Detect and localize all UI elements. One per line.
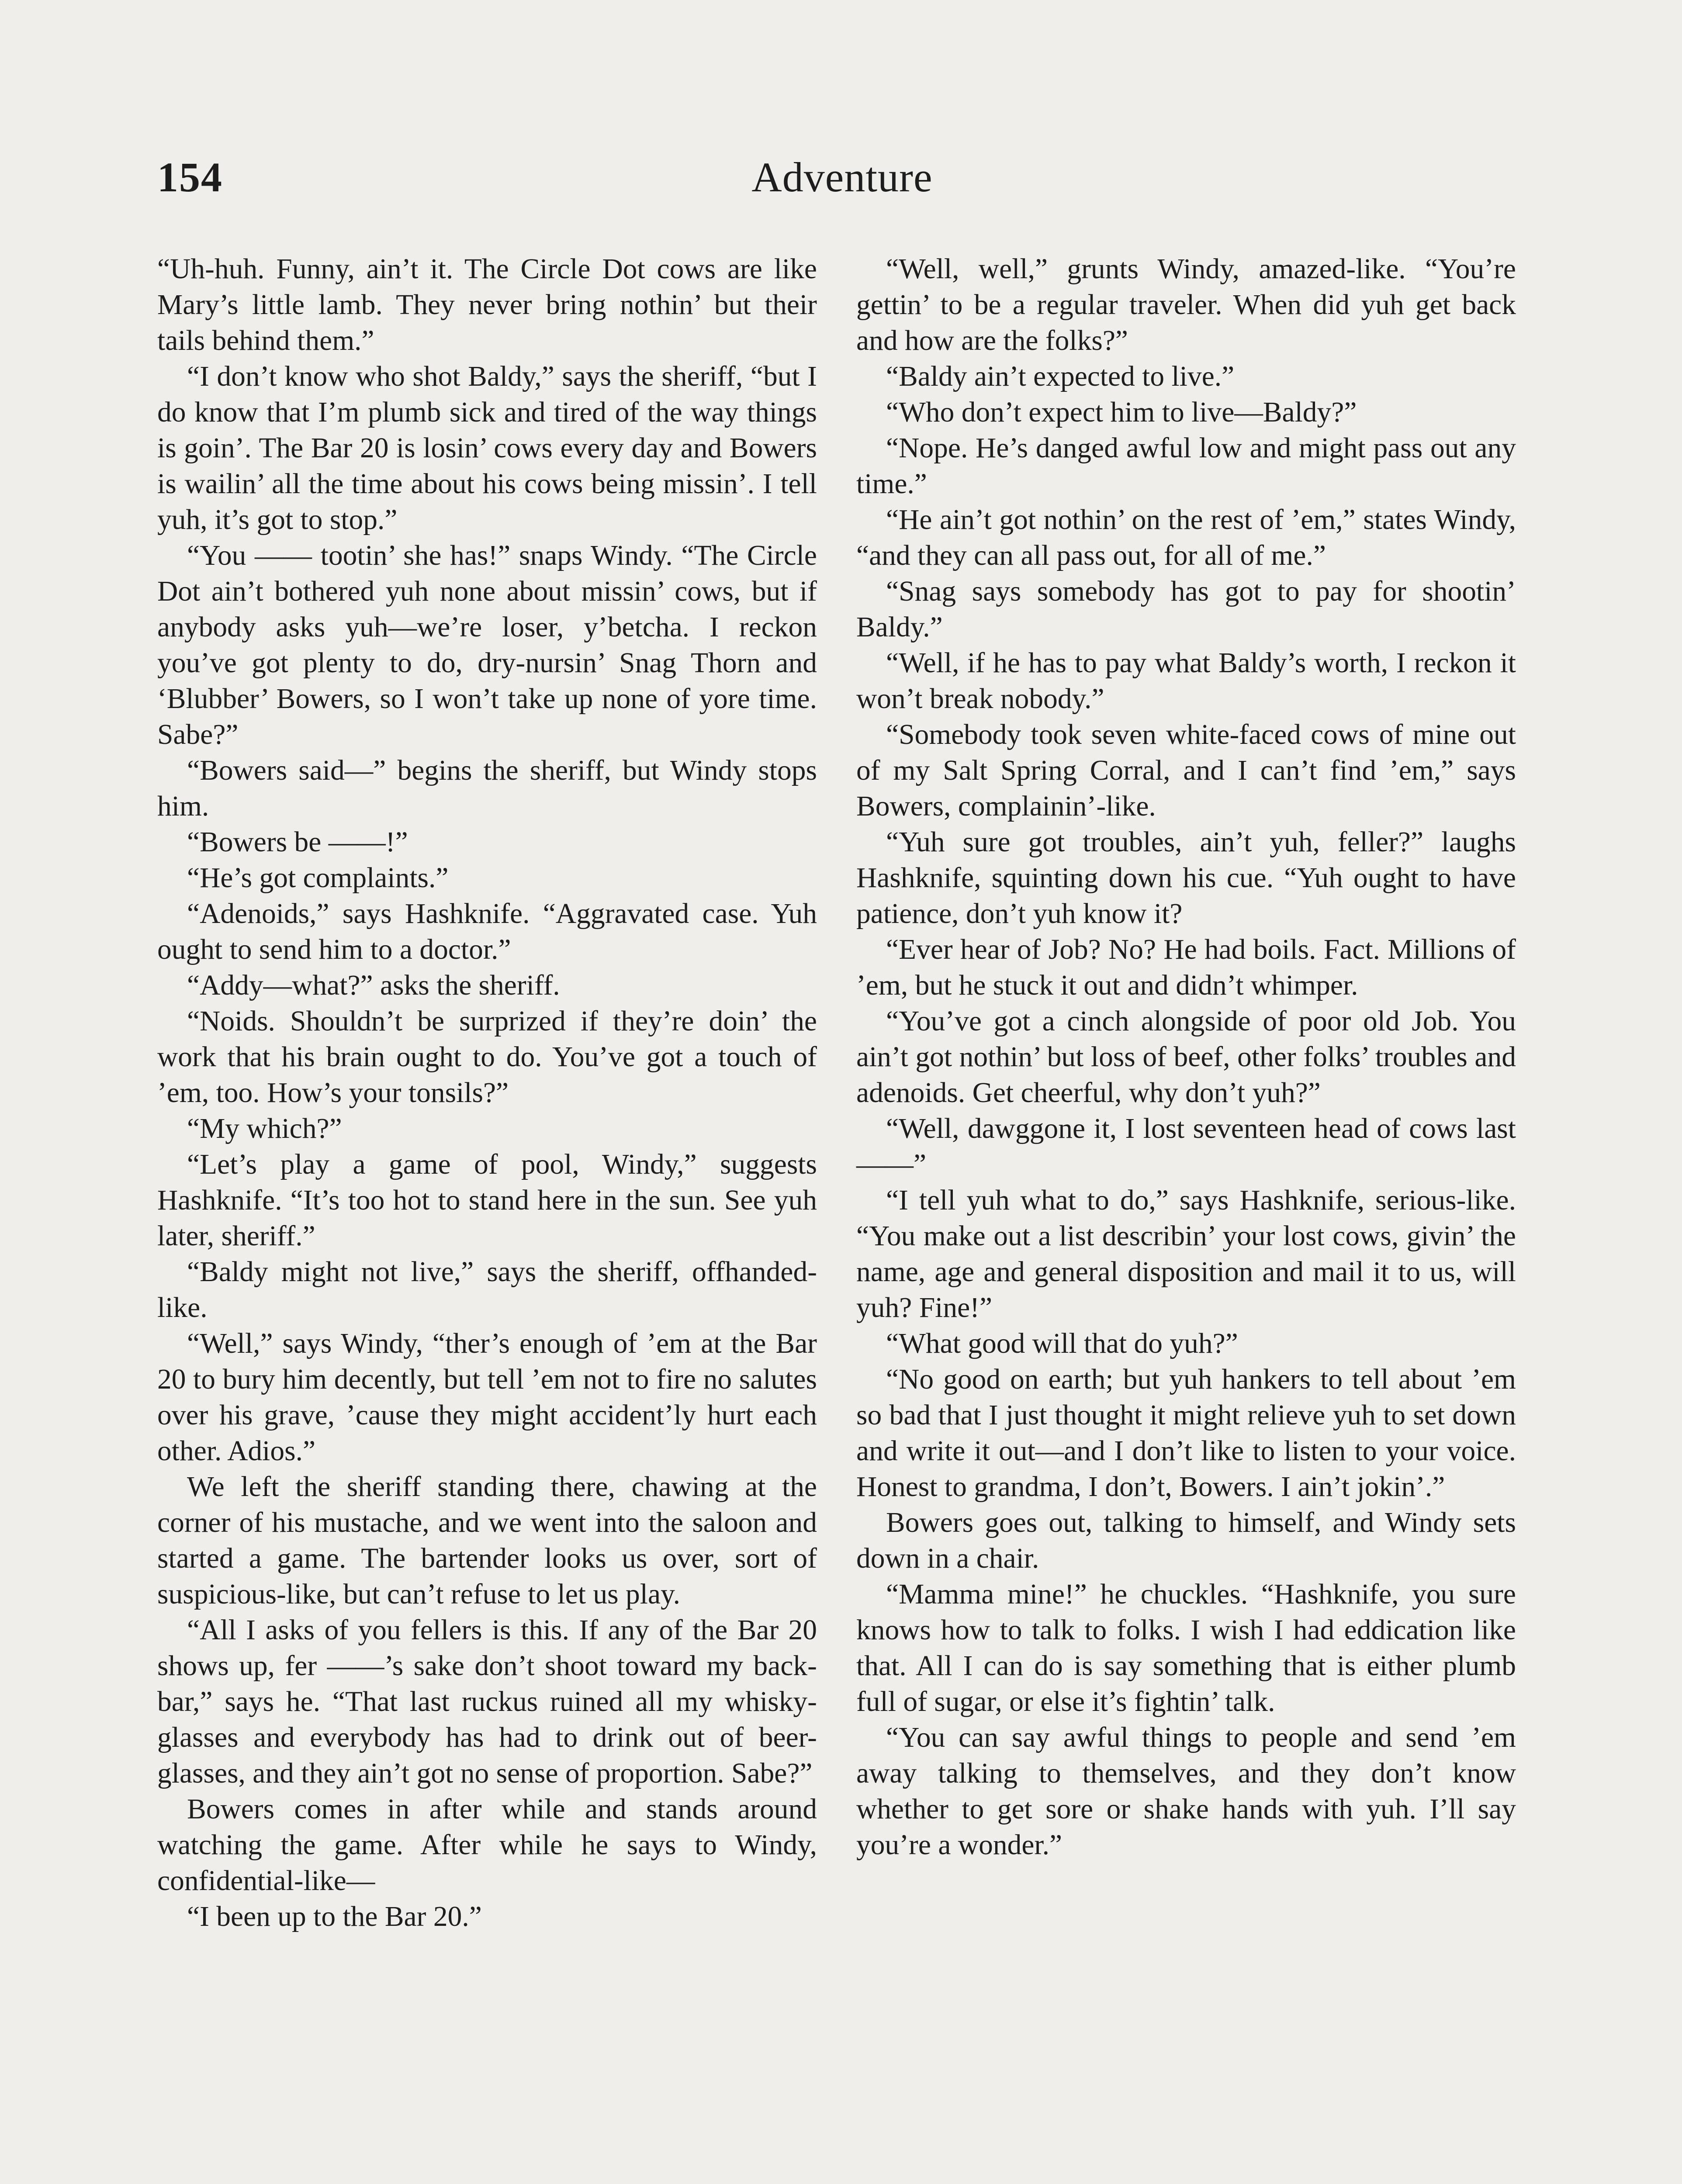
paragraph: “You’ve got a cinch alongside of poor old Job. You ain’t got nothin’ but loss of beef, other folks’ troubles and adenoids. Get cheerful, why don’t yuh?” <box>856 1006 1516 1109</box>
paragraph: “I tell yuh what to do,” says Hashknife, serious-like. “You make out a list describin’ your lost cows, givin’ the name, age and general disposition and mail it to us, will yuh? Fine!” <box>856 1185 1516 1324</box>
paragraph: “Bowers said—” begins the sheriff, but Windy stops him. <box>157 755 817 822</box>
paragraph: “Bowers be ——!” <box>187 826 408 858</box>
running-head <box>157 149 1527 214</box>
paragraph: “You can say awful things to people and send ’em away talking to themselves, and they don’t know whether to get sore or shake hands with yuh. I’ll say you’re a wonder.” <box>856 1722 1516 1861</box>
paragraph: “My which?” <box>187 1113 342 1144</box>
paragraph: “Yuh sure got troubles, ain’t yuh, feller?” laughs Hashknife, squinting down his cue. “Yuh ought to have patience, don’t yuh know it? <box>856 826 1516 930</box>
paragraph: “Baldy might not live,” says the sheriff, offhanded-like. <box>157 1256 817 1324</box>
paragraph: “Snag says somebody has got to pay for shootin’ Baldy.” <box>856 576 1516 643</box>
page-number: 154 <box>157 154 223 200</box>
paragraph: “Baldy ain’t expected to live.” <box>886 361 1235 392</box>
paragraph: “All I asks of you fellers is this. If any of the Bar 20 shows up, fer ——’s sake don’t shoot toward my back-bar,” says he. “That last ruckus ruined all my whisky-glasses and everybody has had to drink out of beer-glasses, and they ain’t got no sense of proportion. Sabe?” <box>157 1614 817 1789</box>
paragraph: “Let’s play a game of pool, Windy,” suggests Hashknife. “It’s too hot to stand here in the sun. See yuh later, sheriff.” <box>157 1149 817 1252</box>
paragraph: “No good on earth; but yuh hankers to tell about ’em so bad that I just thought it might relieve yuh to set down and write it out—and I don’t like to listen to your voice. Honest to grandma, I don’t, Bowers. I ain’t jokin’.” <box>856 1364 1516 1503</box>
paragraph: “Mamma mine!” he chuckles. “Hashknife, you sure knows how to talk to folks. I wish I had eddication like that. All I can do is say something that is either plumb full of sugar, or else it’s fightin’ talk. <box>856 1579 1516 1717</box>
paragraph: “Uh-huh. Funny, ain’t it. The Circle Dot cows are like Mary’s little lamb. They never bring nothin’ but their tails behind them.” <box>157 253 817 356</box>
paragraph: “I been up to the Bar 20.” <box>187 1901 482 1932</box>
paragraph: “Somebody took seven white-faced cows of mine out of my Salt Spring Corral, and I can’t find ’em,” says Bowers, complainin’-like. <box>856 719 1516 822</box>
paragraph: Bowers comes in after while and stands around watching the game. After while he says to Windy, confidential-like— <box>157 1794 817 1897</box>
right-column <box>856 251 1516 1863</box>
paragraph: “He’s got complaints.” <box>187 862 449 894</box>
paragraph: “You —— tootin’ she has!” snaps Windy. “The Circle Dot ain’t bothered yuh none about missin’ cows, but if anybody asks yuh—we’re loser, y’betcha. I reckon you’ve got plenty to do, dry-nursin’ Snag Thorn and ‘Blubber’ Bowers, so I won’t take up none of yore time. Sabe?” <box>157 540 817 750</box>
paragraph: “What good will that do yuh?” <box>886 1328 1238 1359</box>
paragraph: “Adenoids,” says Hashknife. “Aggravated case. Yuh ought to send him to a doctor.” <box>157 898 817 965</box>
paragraph: “Well, well,” grunts Windy, amazed-like. “You’re gettin’ to be a regular traveler. When did yuh get back and how are the folks?” <box>856 253 1516 356</box>
paragraph: “Well, if he has to pay what Baldy’s worth, I reckon it won’t break nobody.” <box>856 647 1516 715</box>
paragraph: “Noids. Shouldn’t be surprized if they’re doin’ the work that his brain ought to do. You’ve got a touch of ’em, too. How’s your tonsils?” <box>157 1006 817 1109</box>
paragraph: Bowers goes out, talking to himself, and Windy sets down in a chair. <box>856 1507 1516 1574</box>
paragraph: “Nope. He’s danged awful low and might pass out any time.” <box>856 432 1516 500</box>
paragraph: “Ever hear of Job? No? He had boils. Fact. Millions of ’em, but he stuck it out and didn’t whimper. <box>856 934 1516 1001</box>
paragraph: “Well, dawggone it, I lost seventeen head of cows last——” <box>856 1113 1516 1180</box>
magazine-title: Adventure <box>751 154 933 200</box>
paragraph: “Addy—what?” asks the sheriff. <box>187 970 560 1001</box>
paragraph: “Well,” says Windy, “ther’s enough of ’em at the Bar 20 to bury him decently, but tell ’em not to fire no salutes over his grave, ’cause they might accident’ly hurt each other. Adios.” <box>157 1328 817 1467</box>
paragraph: “Who don’t expect him to live—Baldy?” <box>886 397 1357 428</box>
paragraph: “I don’t know who shot Baldy,” says the sheriff, “but I do know that I’m plumb sick and tired of the way things is goin’. The Bar 20 is losin’ cows every day and Bowers is wailin’ all the time about his cows being missin’. I tell yuh, it’s got to stop.” <box>157 361 817 536</box>
paragraph: “He ain’t got nothin’ on the rest of ’em,” states Windy, “and they can all pass out, for all of me.” <box>856 504 1516 571</box>
paragraph: We left the sheriff standing there, chawing at the corner of his mustache, and we went into the saloon and started a game. The bartender looks us over, sort of suspicious-like, but can’t refuse to let us play. <box>157 1471 817 1610</box>
left-column <box>157 251 817 1935</box>
